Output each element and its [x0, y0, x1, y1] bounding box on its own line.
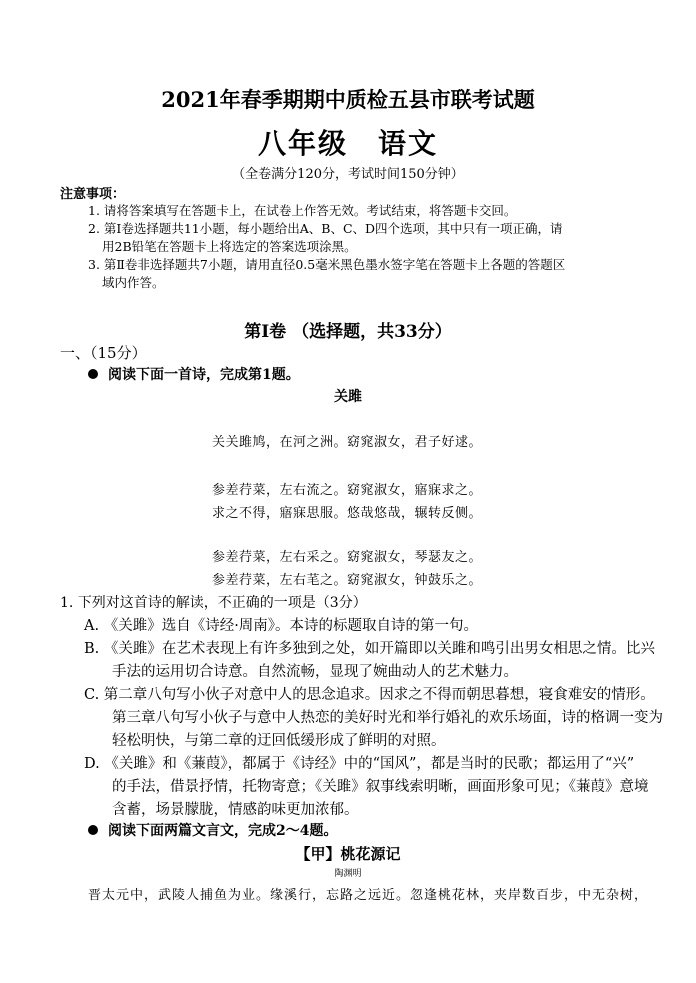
option-d: D. 《关雎》和《蒹葭》，都属于《诗经》中的“国风”，都是当时的民歌；都运用了“兴”	[84, 756, 635, 772]
option-d-cont: 含蓄，场景朦胧，情感韵味更加浓郁。	[112, 802, 359, 818]
instruction-text: 阅读下面两篇文言文，完成2～4题。	[108, 823, 338, 839]
poem-line: 关关雎鸠，在河之洲。窈窕淑女，君子好逑。	[212, 435, 483, 450]
grade-label: 八年级	[257, 127, 348, 160]
note-line: 2. 第Ⅰ卷选择题共11小题，每小题给出A、B、C、D四个选项，其中只有一项正确，请	[88, 221, 563, 236]
note-line: 域内作答。	[102, 275, 165, 290]
poem-line: 参差荇菜，左右芼之。窈窕淑女，钟鼓乐之。	[212, 573, 483, 588]
notes-heading: 注意事项：	[60, 187, 126, 202]
passage-text: 晋太元中，武陵人捕鱼为业。缘溪行，忘路之远近。忽逢桃花林，夹岸数百步，中无杂树，	[88, 888, 649, 903]
poem-line: 参差荇菜，左右采之。窈窕淑女，琴瑟友之。	[212, 550, 483, 565]
note-line: 1. 请将答案填写在答题卡上，在试卷上作答无效。考试结束，将答题卡交回。	[88, 203, 517, 218]
grade-subject-heading	[0, 122, 696, 162]
instruction	[88, 820, 337, 840]
instruction-text: 阅读下面一首诗，完成第1题。	[108, 367, 300, 383]
bullet-icon	[88, 825, 98, 835]
option-b-cont: 手法的运用切合诗意。自然流畅，显现了婉曲动人的艺术魅力。	[112, 664, 518, 680]
option-c: C. 第二章八句写小伙子对意中人的思念追求。因求之不得而朝思暮想，寝食难安的情形。	[84, 687, 655, 703]
option-c-cont: 第三章八句写小伙子与意中人热恋的美好时光和举行婚礼的欢乐场面，诗的格调一变为	[112, 710, 663, 726]
note-line: 3. 第Ⅱ卷非选择题共7小题，请用直径0.5毫米黑色墨水签字笔在答题卡上各题的答题区	[88, 257, 566, 272]
instruction	[88, 364, 300, 384]
option-a: A. 《关雎》选自《诗经·周南》。本诗的标题取自诗的第一句。	[84, 618, 479, 634]
exam-meta: （全卷满分120分，考试时间150分钟）	[232, 167, 464, 182]
exam-title: 2021年春季期期中质检五县市联考试题	[161, 87, 535, 112]
option-c-cont: 轻松明快，与第二章的迂回低缓形成了鲜明的对照。	[112, 733, 446, 749]
poem-line: 参差荇菜，左右流之。窈窕淑女，寤寐求之。	[212, 483, 483, 498]
option-b: B. 《关雎》在艺术表现上有许多独到之处，如开篇即以关雎和鸣引出男女相思之情。比兴	[84, 641, 655, 657]
note-line: 用2B铅笔在答题卡上将选定的答案选项涂黑。	[102, 239, 357, 254]
option-d-cont: 的手法，借景抒情，托物寄意；《关雎》叙事线索明晰，画面形象可见；《蒹葭》意境	[112, 779, 649, 795]
question-stem: 1. 下列对这首诗的解读，不正确的一项是（3分）	[60, 595, 367, 611]
poem-line: 求之不得，寤寐思服。悠哉悠哉，辗转反侧。	[212, 506, 483, 521]
poem-title: 关雎	[334, 389, 362, 405]
section-title: 第Ⅰ卷 （选择题，共33分）	[244, 322, 452, 342]
passage-author: 陶渊明	[334, 869, 362, 879]
subject-label: 语文	[378, 127, 439, 160]
bullet-icon	[88, 369, 98, 379]
passage-title: 【甲】桃花源记	[295, 845, 401, 863]
part-heading: 一、（15分）	[60, 344, 147, 362]
